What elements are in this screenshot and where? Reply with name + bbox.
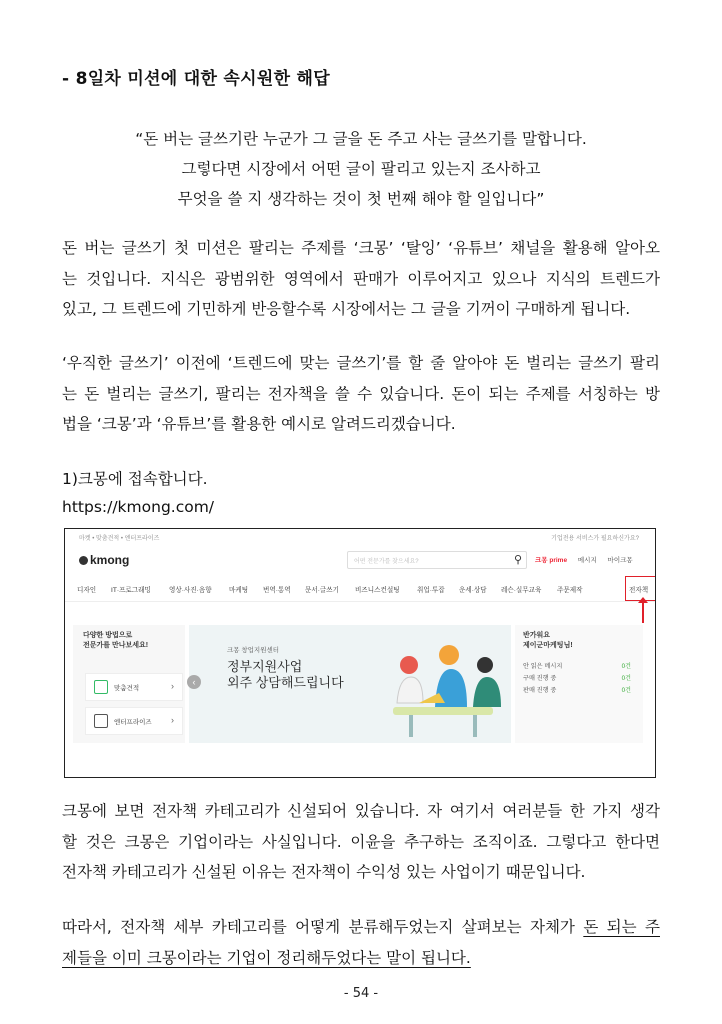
quote-line: “돈 버는 글쓰기란 누군가 그 글을 돈 주고 사는 글쓰기를 말합니다.: [135, 130, 587, 148]
paragraph-4-underlined: 제들을 이미 크몽이라는 기업이 정리해두었다는 말이 됩니다.: [62, 948, 471, 967]
kmong-search-box: [347, 551, 527, 569]
topbar-right-link: 기업전용 서비스가 필요하신가요?: [551, 536, 639, 542]
paragraph-line: 크몽에 보면 전자책 카테고리가 신설되어 있습니다. 자 여기서 여러분들 한 가지 생각: [62, 802, 660, 820]
paragraph-line: [62, 912, 660, 943]
category-item: 영상·사진·음향: [169, 587, 212, 594]
left-panel-title: [83, 631, 148, 651]
step-title: 1)크몽에 접속합니다.: [62, 470, 208, 488]
kmong-message-link: 메시지: [577, 557, 597, 564]
paragraph-line: 는 돈 벌리는 글쓰기, 팔리는 전자책을 쓸 수 있습니다. 돈이 되는 주제를 서칭하는 방: [62, 384, 660, 403]
paragraph-3: [62, 796, 660, 888]
step-block: [62, 465, 214, 521]
kmong-screenshot: [64, 528, 656, 778]
banner-subtitle: 크몽 창업지원센터: [227, 647, 280, 654]
kmong-header-links: [535, 555, 642, 564]
enterprise-button: [85, 707, 183, 735]
section-heading: - 8일차 미션에 대한 속시원한 해답: [62, 69, 330, 89]
user-stat-value: 0건: [621, 687, 631, 694]
paragraph-line: ‘우직한 글쓰기’ 이전에 ‘트렌드에 맞는 글쓰기’를 할 줄 알아야 돈 벌리는 글쓰기 팔리: [62, 354, 660, 372]
illustration-table-leg: [473, 715, 477, 737]
paragraph-line: 있고, 그 트렌드에 기민하게 반응할수록 시장에서는 그 글을 기꺼이 구매하게 됩니다.: [62, 300, 631, 318]
quote-block: [62, 124, 660, 214]
user-stat-row: [523, 685, 635, 694]
page-number: - 54 -: [343, 986, 379, 1001]
paragraph-line: [62, 943, 660, 974]
user-stat-label: 판매 진행 중: [523, 687, 557, 694]
topbar-left-links: 마켓 • 맞춤견적 • 엔터프라이즈: [79, 536, 160, 542]
category-item: 운세·상담: [459, 587, 487, 594]
left-panel-title-line: 다양한 방법으로: [83, 632, 133, 639]
user-stat-row: [523, 673, 635, 682]
paragraph-4: [62, 912, 660, 973]
building-icon: [94, 714, 108, 728]
quote-line: 무엇을 쓸 지 생각하는 것이 첫 번째 해야 할 일입니다”: [177, 190, 545, 208]
paragraph-line: 할 것은 크몽은 기업이라는 사실입니다. 이윤을 추구하는 조직이죠. 그렇다고 한다면: [62, 832, 660, 851]
kmong-banner: [189, 625, 511, 743]
category-item: 디자인: [77, 587, 97, 594]
kmong-logo: [79, 553, 129, 567]
illustration-person-body: [397, 677, 423, 703]
left-panel-title-line: 전문가를 만나보세요!: [83, 642, 149, 649]
kmong-search-placeholder: 어떤 전문가를 찾으세요?: [354, 559, 419, 565]
paragraph-line: 법을 ‘크몽’과 ‘유튜브’를 활용한 예시로 알려드리겠습니다.: [62, 415, 456, 433]
paragraph-1: [62, 233, 660, 325]
user-greeting: [523, 631, 573, 651]
kmong-logo-text: kmong: [90, 553, 130, 567]
banner-title-line: 외주 상담해드립니다: [227, 675, 344, 690]
illustration-person-head: [400, 656, 418, 674]
user-stat-label: 안 읽은 메시지: [523, 663, 563, 670]
kmong-user-panel: [515, 625, 643, 743]
quote-line: 그렇다면 시장에서 어떤 글이 팔리고 있는지 조사하고: [181, 160, 541, 178]
category-item-ebook: 전자책: [629, 587, 649, 594]
paragraph-4-underlined: 돈 되는 주: [583, 918, 660, 936]
category-item: 비즈니스컨설팅: [355, 587, 400, 594]
category-item: 번역·통역: [263, 587, 291, 594]
illustration-person-head: [477, 657, 493, 673]
category-item: 마케팅: [229, 587, 249, 594]
paragraph-line: 는 것입니다. 지식은 광범위한 영역에서 판매가 이루어지고 있으나 지식의 트렌드가: [62, 269, 660, 288]
paragraph-line: 전자책 카테고리가 신설된 이유는 전자책이 수익성 있는 사업이기 때문입니다.: [62, 863, 586, 881]
category-item: 문서·글쓰기: [305, 587, 340, 594]
chevron-left-icon: ‹: [187, 675, 201, 689]
kmong-category-bar: [65, 575, 655, 602]
illustration-person-head: [439, 645, 459, 665]
user-stat-label: 구매 진행 중: [523, 675, 557, 682]
illustration-person-body: [473, 677, 501, 707]
category-item: 레슨·실무교육: [501, 587, 542, 594]
user-stat-value: 0건: [621, 675, 631, 682]
user-greeting-line: 반가워요: [523, 632, 551, 639]
paragraph-line: 돈 버는 글쓰기 첫 미션은 팔리는 주제를 ‘크몽’ ‘탈잉’ ‘유튜브’ 채널을 활용해 알아오: [62, 239, 660, 257]
illustration-table: [393, 707, 493, 715]
banner-title: [227, 659, 344, 691]
search-icon: ⚲: [513, 554, 522, 566]
custom-quote-button: [85, 673, 183, 701]
banner-title-line: 정부지원사업: [227, 659, 303, 674]
category-item: 주문제작: [557, 587, 583, 594]
kmong-logo-icon: [79, 556, 88, 565]
custom-quote-label: 맞춤견적: [114, 685, 140, 692]
enterprise-label: 엔터프라이즈: [114, 719, 152, 726]
paragraph-4-plain: 따라서, 전자책 세부 카테고리를 어떻게 분류해두었는지 살펴보는 자체가: [62, 918, 584, 936]
highlight-arrow-line: [642, 601, 644, 623]
illustration-table-leg: [409, 715, 413, 737]
kmong-left-panel: [73, 625, 185, 743]
user-stat-row: [523, 661, 635, 670]
kmong-topbar: [65, 529, 655, 543]
clipboard-icon: [94, 680, 108, 694]
chevron-right-icon: ›: [171, 681, 174, 691]
banner-illustration: [379, 633, 509, 741]
paragraph-2: [62, 348, 660, 440]
user-greeting-line: 제이군마케팅님!: [523, 642, 573, 649]
kmong-mykmong-link: 마이크몽: [607, 557, 633, 564]
chevron-right-icon: ›: [171, 715, 174, 725]
user-stat-value: 0건: [621, 663, 631, 670]
category-item: 취업·투잡: [417, 587, 445, 594]
kmong-url: https://kmong.com/: [62, 498, 215, 516]
category-item: IT·프로그래밍: [111, 587, 151, 594]
kmong-prime-link: 크몽 prime: [535, 557, 568, 564]
